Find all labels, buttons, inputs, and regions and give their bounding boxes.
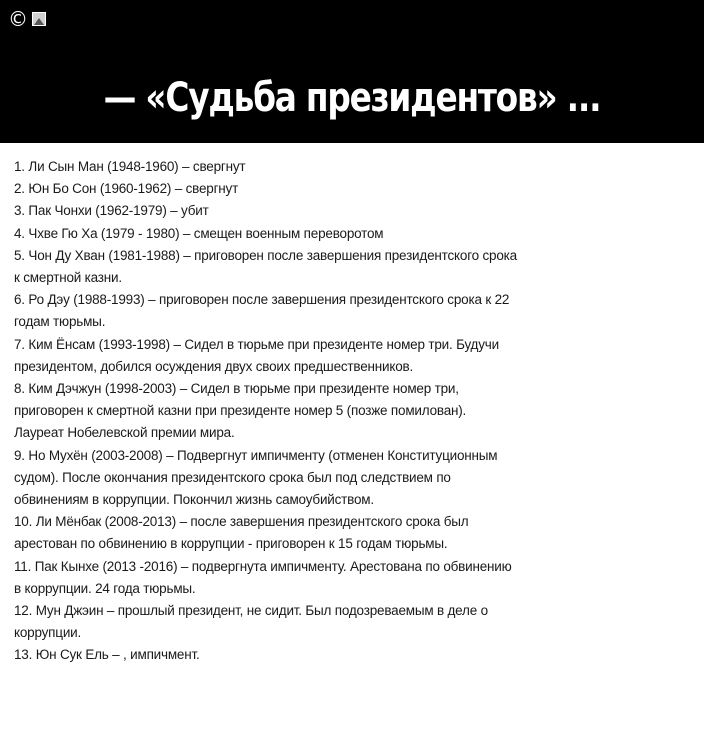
list-item: 4. Чхве Гю Ха (1979 - 1980) – смещен военным переворотом — [14, 225, 384, 241]
list-item: 12. Мун Джэин – прошлый президент, не сидит. Был подозреваемым в деле о коррупции. — [14, 603, 488, 641]
list-item: 6. Ро Дэу (1988-1993) – приговорен после завершения президентского срока к 22 годам тюрьмы. — [14, 292, 510, 330]
list-item: 10. Ли Мёнбак (2008-2013) – после завершения президентского срока был арестован по обвинению в коррупции - приговорен к 15 годам тюрьмы. — [14, 514, 469, 552]
watermark — [8, 8, 46, 30]
list-item: 8. Ким Дэчжун (1998-2003) – Сидел в тюрьме при президенте номер три, приговорен к смертной казни при президенте номер 5 (позже помилован). Лауреат Нобелевской премии мира. — [14, 381, 467, 441]
copyright-icon: © — [8, 7, 28, 31]
list-item: 9. Но Мухён (2003-2008) – Подвергнут импичменту (отменен Конституционным судом). После окончания президентского срока был под следствием по обвинениям в коррупции. Покончил жизнь самоубийством. — [14, 447, 498, 508]
presidents-list — [14, 156, 698, 667]
image-thumbnail-icon — [32, 12, 46, 26]
list-item: 5. Чон Ду Хван (1981-1988) – приговорен после завершения президентского срока к смертной казни. — [14, 247, 517, 286]
list-item: 11. Пак Кынхе (2013 -2016) – подвергнута импичменту. Арестована по обвинению в коррупции. 24 года тюрьмы. — [14, 558, 512, 596]
list-item: 2. Юн Бо Сон (1960-1962) – свергнут — [14, 181, 239, 197]
list-item: 3. Пак Чонхи (1962-1979) – убит — [14, 203, 209, 219]
headline: — «Судьба президентов» ... — [103, 75, 601, 121]
list-item: 7. Ким Ёнсам (1993-1998) – Сидел в тюрьме при президенте номер три. Будучи президентом, добился осуждения двух своих предшественников. — [14, 336, 499, 374]
header-banner — [0, 0, 704, 143]
list-item: 13. Юн Сук Ель – , импичмент. — [14, 647, 200, 663]
list-item: 1. Ли Сын Ман (1948-1960) – свергнут — [14, 159, 246, 174]
